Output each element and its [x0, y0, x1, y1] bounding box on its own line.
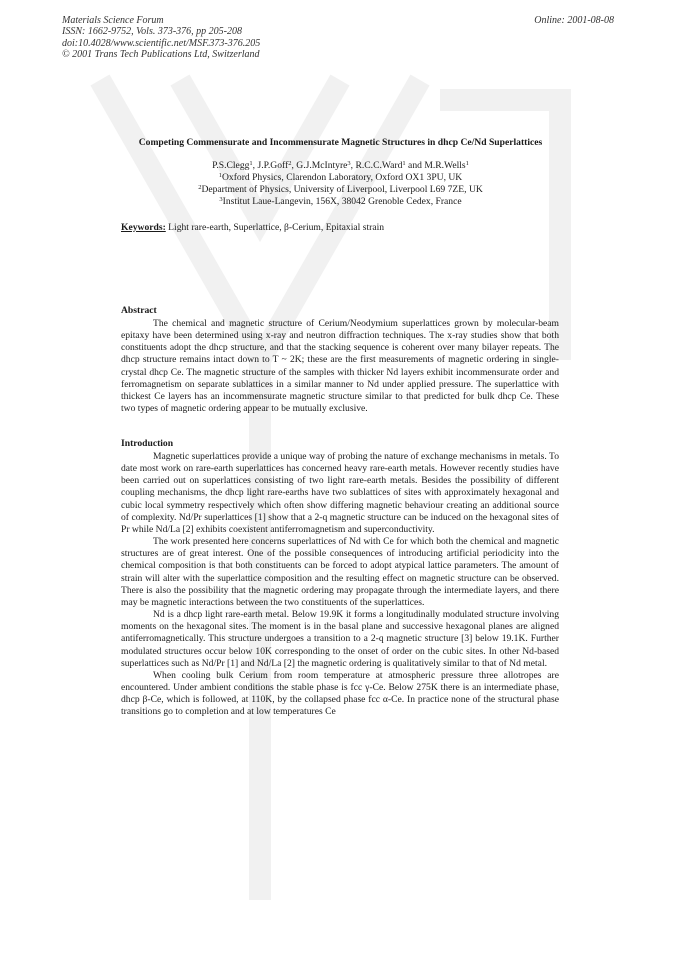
paper-title: Competing Commensurate and Incommensurate Magnetic Structures in dhcp Ce/Nd Superlattices — [138, 137, 543, 148]
author-name: G.J.McIntyre — [296, 160, 348, 171]
journal-doi: doi:10.4028/www.scientific.net/MSF.373-376.205 — [62, 37, 261, 49]
author-name: J.P.Goff — [257, 160, 289, 171]
keywords-label: Keywords: — [121, 222, 166, 233]
keywords-text: Light rare-earth, Superlattice, β-Cerium, Epitaxial strain — [168, 222, 385, 233]
online-date: Online: 2001-08-08 — [534, 15, 614, 26]
affiliation-mark: 1 — [218, 172, 222, 179]
affiliation-mark: 2 — [198, 184, 202, 191]
affiliation — [122, 184, 559, 196]
intro-paragraph: When cooling bulk Cerium from room temperature at atmospheric pressure three allotropes are encountered. Under ambient conditions the stable phase is fcc γ-Ce. Below 275K there is an intermediate phase, dhcp β-Ce, which is followed, at 110K, by the collapsed phase fcc α-Ce. In practice none of the structural phase transitions go to completion and at low temperatures Ce — [121, 669, 559, 718]
author-name: R.C.C.Ward — [355, 160, 403, 171]
author-affiliation-mark: 1 — [465, 160, 469, 167]
affiliation-text: Institut Laue-Langevin, 156X, 38042 Grenoble Cedex, France — [222, 196, 462, 207]
affiliation — [122, 196, 559, 208]
intro-paragraph: The work presented here concerns superlattices of Nd with Ce for which both the chemical and magnetic structures are of great interest. One of the possible consequences of introducing artificial periodicity into the chemical composition is that both constituents can be forced to adopt atypical lattice parameters. The amount of strain will alter with the superlattice composition and the resulting effect on magnetic structure can be observed. There is also the possibility that the magnetic ordering may propagate through the intermediate layers, and there may be magnetic interactions between the two constituents of the superlattices. — [121, 536, 559, 608]
author-affiliation-mark: 3 — [347, 160, 351, 167]
abstract-paragraph: The chemical and magnetic structure of Cerium/Neodymium superlattices grown by molecular-beam epitaxy have been determined using x-ray and neutron diffraction techniques. The x-ray studies show that both constituents adopt the dhcp structure, and that the stacking sequence is coherent over many bilayer repeats. The dhcp structure remains intact down to T ~ 2K; these are the first measurements of magnetic ordering in single-crystal dhcp Ce. The magnetic structure of the samples with thicker Nd layers exhibit incommensurate order and ferromagnetism on separate sublattices in a similar manner to Nd under applied pressure. The superlattice with thickest Ce layers has an incommensurate magnetic structure similar to that predicted for bulk dhcp Ce. These two types of magnetic ordering appear to be mutually exclusive. — [121, 318, 559, 415]
intro-paragraph: Magnetic superlattices provide a unique way of probing the nature of exchange mechanisms in metals. To date most work on rare-earth superlattices has concerned heavy rare-earth metals. However recently studies have been carried out on superlattices consisting of two light rare-earth metals. Besides the possibility of different coupling mechanisms, the dhcp light rare-earths have two sublattices of sites with approximately hexagonal and cubic local symmetry respectively which often show differing magnetic behaviour creating an additional source of complexity. Nd/Pr superlattices [1] show that a 2-q magnetic structure can be induced on the hexagonal sites of Pr while Nd/La [2] exhibits coexistent antiferromagnetism and superconductivity. — [121, 451, 559, 535]
author-list — [122, 160, 559, 172]
abstract-heading: Abstract — [121, 305, 157, 316]
author-separator: , — [350, 160, 356, 171]
journal-header — [62, 15, 260, 61]
introduction-heading: Introduction — [121, 438, 174, 449]
author-name: M.R.Wells — [424, 160, 466, 171]
author-affiliation-mark: 1 — [249, 160, 253, 167]
keywords-line — [121, 222, 561, 234]
author-name: P.S.Clegg — [212, 160, 250, 171]
introduction-body — [121, 451, 559, 718]
author-affiliation-mark: 1 — [402, 160, 406, 167]
author-affiliation-mark: 2 — [288, 160, 292, 167]
intro-paragraph: Nd is a dhcp light rare-earth metal. Below 19.9K it forms a longitudinally modulated structure involving moments on the hexagonal sites. The moment is in the basal plane and successive hexagonal planes are aligned antiferromagnetically. This structure undergoes a transition to a 2-q magnetic structure [3] below 19.1K. Further modulated structures occur below 10K corresponding to the onset of order on the cubic sites. In other Nd-based superlattices such as Nd/Pr [1] and Nd/La [2] the magnetic ordering is qualitatively similar to that of Nd metal. — [121, 609, 559, 669]
affiliation-text: Department of Physics, University of Liverpool, Liverpool L69 7ZE, UK — [201, 184, 483, 195]
journal-issn: ISSN: 1662-9752, Vols. 373-376, pp 205-208 — [62, 26, 242, 38]
journal-copyright: © 2001 Trans Tech Publications Ltd, Switzerland — [62, 49, 260, 61]
affiliation-mark: 3 — [219, 196, 223, 203]
journal-name: Materials Science Forum — [62, 15, 164, 26]
abstract-body — [121, 318, 559, 415]
affiliation-text: Oxford Physics, Clarendon Laboratory, Oxford OX1 3PU, UK — [221, 172, 463, 183]
author-separator: , — [291, 160, 297, 171]
affiliation — [122, 172, 559, 184]
author-separator: and — [405, 160, 425, 171]
author-separator: , — [252, 160, 258, 171]
